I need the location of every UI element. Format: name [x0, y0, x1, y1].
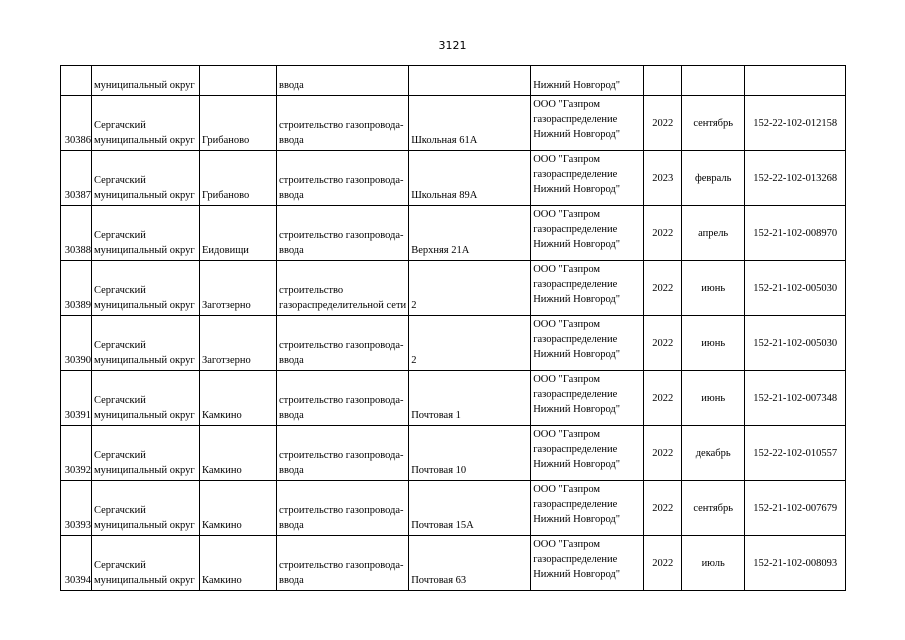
address: [409, 536, 531, 591]
cell-code: 152-22-102-013268: [753, 172, 838, 184]
municipal-district: [92, 481, 200, 536]
cell-okrug-1: Сергачский: [94, 230, 146, 241]
owner: [531, 206, 644, 261]
settlement: [200, 151, 277, 206]
cell-num: 30393: [64, 520, 91, 531]
municipal-district: [92, 371, 200, 426]
cell-month: сентябрь: [693, 117, 734, 129]
address: [409, 66, 531, 96]
permit-code: [745, 536, 846, 591]
cell-month: апрель: [698, 227, 729, 239]
cell-work-1: строительство газопровода-: [279, 505, 404, 516]
cell-work-2: ввода: [279, 190, 304, 201]
cell-settlement: Еидовищи: [202, 245, 249, 256]
row-number: [61, 426, 92, 481]
owner: [531, 481, 644, 536]
cell-owner-3: Нижний Новгород": [533, 349, 621, 360]
cell-settlement: Грибаново: [202, 135, 250, 146]
owner: [531, 316, 644, 371]
cell-owner-2: газораспределение: [533, 224, 618, 235]
cell-address: Почтовая 10: [411, 465, 467, 476]
table-row: [61, 151, 846, 206]
gas-registry-table: [60, 65, 846, 591]
cell-year: 2022: [652, 117, 674, 129]
owner: Нижний Новгород": [531, 66, 644, 96]
cell-owner-2: газораспределение: [533, 334, 618, 345]
cell-okrug-1: Сергачский: [94, 560, 146, 571]
cell-code: 152-21-102-007348: [753, 392, 838, 404]
cell-address: Верхняя 21А: [411, 245, 470, 256]
row-number: [61, 536, 92, 591]
cell-settlement: Камкино: [202, 465, 242, 476]
cell-code: 152-21-102-005030: [753, 337, 838, 349]
cell-work-1: строительство газопровода-: [279, 120, 404, 131]
owner: [531, 426, 644, 481]
year: [644, 481, 682, 536]
year: [644, 206, 682, 261]
cell-address: 2: [411, 355, 417, 366]
table-row: [61, 426, 846, 481]
year: [644, 151, 682, 206]
address: [409, 206, 531, 261]
address: [409, 426, 531, 481]
settlement: [200, 426, 277, 481]
settlement: [200, 206, 277, 261]
cell-address: Почтовая 1: [411, 410, 461, 421]
page-number: 3121: [438, 39, 467, 52]
cell-work-1: строительство: [279, 285, 344, 296]
cell-okrug-2: муниципальный округ: [94, 245, 195, 256]
cell-okrug-2: муниципальный округ: [94, 135, 195, 146]
settlement: [200, 96, 277, 151]
row-number: [61, 481, 92, 536]
row-number: [61, 206, 92, 261]
month: [682, 151, 745, 206]
municipal-district: [92, 261, 200, 316]
month: [682, 536, 745, 591]
month: [682, 481, 745, 536]
year: [644, 371, 682, 426]
year: [644, 261, 682, 316]
municipal-district: [92, 96, 200, 151]
cell-month: июнь: [701, 282, 726, 294]
cell-owner-2: газораспределение: [533, 279, 618, 290]
cell-work-2: ввода: [279, 410, 304, 421]
work-type: [277, 316, 409, 371]
year: [644, 316, 682, 371]
settlement: [200, 481, 277, 536]
cell-month: декабрь: [695, 447, 731, 459]
cell-num: 30389: [64, 300, 91, 311]
month: [682, 316, 745, 371]
municipal-district: [92, 151, 200, 206]
address: [409, 151, 531, 206]
cell-owner-2: газораспределение: [533, 554, 618, 565]
cell-work-1: строительство газопровода-: [279, 450, 404, 461]
cell-okrug-1: Сергачский: [94, 450, 146, 461]
month: [682, 426, 745, 481]
year: [644, 66, 682, 96]
cell-settlement: Заготзерно: [202, 355, 251, 366]
cell-code: 152-22-102-010557: [753, 447, 838, 459]
cell-okrug-2: муниципальный округ: [94, 300, 195, 311]
cell-owner-1: ООО "Газпром: [533, 429, 601, 440]
cell-month: июль: [701, 557, 725, 569]
permit-code: [745, 316, 846, 371]
month: [682, 206, 745, 261]
cell-work-2: газораспределительной сети: [279, 300, 407, 311]
cell-work-1: строительство газопровода-: [279, 560, 404, 571]
cell-owner-3: Нижний Новгород": [533, 459, 621, 470]
cell-okrug-2: муниципальный округ: [94, 575, 195, 586]
cell-month: июнь: [701, 337, 726, 349]
work-type: [277, 371, 409, 426]
continuation-row: [61, 66, 846, 96]
cell-work-2: ввода: [279, 355, 304, 366]
cell-settlement: Камкино: [202, 410, 242, 421]
permit-code: [745, 371, 846, 426]
work-type: [277, 96, 409, 151]
month: [682, 371, 745, 426]
work-type: [277, 536, 409, 591]
cell-num: 30386: [64, 135, 91, 146]
cell-work-2: ввода: [279, 520, 304, 531]
owner: [531, 151, 644, 206]
cell-year: 2023: [652, 172, 674, 184]
year: [644, 96, 682, 151]
cell-address: Школьная 61А: [411, 135, 478, 146]
cell-code: 152-21-102-007679: [753, 502, 838, 514]
permit-code: [745, 206, 846, 261]
cell-code: 152-21-102-005030: [753, 282, 838, 294]
cell-owner-1: ООО "Газпром: [533, 264, 601, 275]
address: [409, 96, 531, 151]
cell-owner-3: Нижний Новгород": [533, 294, 621, 305]
cell-num: 30390: [64, 355, 91, 366]
cell-settlement: Грибаново: [202, 190, 250, 201]
row-number: [61, 316, 92, 371]
cell-num: 30394: [64, 575, 91, 586]
address: [409, 481, 531, 536]
cell-address: Почтовая 63: [411, 575, 467, 586]
settlement: [200, 66, 277, 96]
row-number: [61, 151, 92, 206]
cell-work-2: ввода: [279, 575, 304, 586]
cell-settlement: Камкино: [202, 575, 242, 586]
cell-address: Почтовая 15А: [411, 520, 474, 531]
cell-year: 2022: [652, 557, 674, 569]
cell-okrug-1: Сергачский: [94, 505, 146, 516]
cell-num: 30387: [64, 190, 91, 201]
owner: [531, 96, 644, 151]
owner: [531, 536, 644, 591]
cell-owner-2: газораспределение: [533, 169, 618, 180]
cell-owner-1: ООО "Газпром: [533, 319, 601, 330]
cell-okrug-2: муниципальный округ: [94, 410, 195, 421]
work-type: [277, 426, 409, 481]
permit-code: [745, 96, 846, 151]
cell-settlement: Заготзерно: [202, 300, 251, 311]
table-row: [61, 261, 846, 316]
cell-owner-3: Нижний Новгород": [533, 239, 621, 250]
cell-year: 2022: [652, 227, 674, 239]
table-row: [61, 481, 846, 536]
table-row: [61, 371, 846, 426]
cell-year: 2022: [652, 502, 674, 514]
row-number: [61, 96, 92, 151]
permit-code: [745, 426, 846, 481]
municipal-district: [92, 206, 200, 261]
cell-owner-1: ООО "Газпром: [533, 154, 601, 165]
year: [644, 426, 682, 481]
cell-settlement: Камкино: [202, 520, 242, 531]
cell-okrug-1: Сергачский: [94, 175, 146, 186]
cell-code: 152-21-102-008093: [753, 557, 838, 569]
month: [682, 66, 745, 96]
row-number: [61, 261, 92, 316]
address: [409, 371, 531, 426]
cell-year: 2022: [652, 447, 674, 459]
cell-work-2: ввода: [279, 465, 304, 476]
cell-month: июнь: [701, 392, 726, 404]
settlement: [200, 536, 277, 591]
settlement: [200, 371, 277, 426]
permit-code: [745, 261, 846, 316]
work-type: [277, 481, 409, 536]
cell-owner-2: газораспределение: [533, 499, 618, 510]
cell-owner-2: газораспределение: [533, 444, 618, 455]
cell-owner-1: ООО "Газпром: [533, 209, 601, 220]
table-row: [61, 96, 846, 151]
work-type: [277, 261, 409, 316]
cell-owner-1: ООО "Газпром: [533, 374, 601, 385]
cell-num: 30392: [64, 465, 91, 476]
municipal-district: [92, 316, 200, 371]
cell-okrug-1: Сергачский: [94, 285, 146, 296]
cell-month: сентябрь: [693, 502, 734, 514]
settlement: [200, 316, 277, 371]
cell-address: Школьная 89А: [411, 190, 478, 201]
cell-okrug-1: Сергачский: [94, 340, 146, 351]
cell-num: 30388: [64, 245, 91, 256]
cell-okrug-2: муниципальный округ: [94, 465, 195, 476]
cell-work-1: строительство газопровода-: [279, 230, 404, 241]
cell-owner-1: ООО "Газпром: [533, 539, 601, 550]
address: [409, 261, 531, 316]
work-type: [277, 151, 409, 206]
cell-okrug-1: Сергачский: [94, 395, 146, 406]
cell-work-1: строительство газопровода-: [279, 340, 404, 351]
municipal-district: [92, 426, 200, 481]
work-type: ввода: [277, 66, 409, 96]
cell-year: 2022: [652, 337, 674, 349]
cell-work-2: ввода: [279, 245, 304, 256]
cell-owner-1: ООО "Газпром: [533, 99, 601, 110]
municipal-district: муниципальный округ: [92, 66, 200, 96]
permit-code: [745, 151, 846, 206]
cell-okrug-2: муниципальный округ: [94, 520, 195, 531]
permit-code: [745, 481, 846, 536]
cell-owner-3: Нижний Новгород": [533, 514, 621, 525]
table-row: [61, 206, 846, 261]
year: [644, 536, 682, 591]
table-row: [61, 316, 846, 371]
cell-code: 152-22-102-012158: [753, 117, 838, 129]
row-number: [61, 371, 92, 426]
cell-code: 152-21-102-008970: [753, 227, 838, 239]
cell-year: 2022: [652, 392, 674, 404]
permit-code: [745, 66, 846, 96]
cell-owner-2: газораспределение: [533, 389, 618, 400]
cell-address: 2: [411, 300, 417, 311]
owner: [531, 371, 644, 426]
cell-owner-2: газораспределение: [533, 114, 618, 125]
settlement: [200, 261, 277, 316]
cell-work-1: строительство газопровода-: [279, 175, 404, 186]
cell-work-1: строительство газопровода-: [279, 395, 404, 406]
cell-okrug-2: муниципальный округ: [94, 190, 195, 201]
cell-owner-3: Нижний Новгород": [533, 569, 621, 580]
month: [682, 96, 745, 151]
cell-month: февраль: [694, 172, 732, 184]
cell-okrug-2: муниципальный округ: [94, 355, 195, 366]
municipal-district: [92, 536, 200, 591]
cell-owner-3: Нижний Новгород": [533, 404, 621, 415]
address: [409, 316, 531, 371]
owner: [531, 261, 644, 316]
cell-owner-3: Нижний Новгород": [533, 129, 621, 140]
month: [682, 261, 745, 316]
row-number: [61, 66, 92, 96]
table-row: [61, 536, 846, 591]
cell-num: 30391: [64, 410, 91, 421]
work-type: [277, 206, 409, 261]
cell-year: 2022: [652, 282, 674, 294]
cell-owner-3: Нижний Новгород": [533, 184, 621, 195]
cell-owner-1: ООО "Газпром: [533, 484, 601, 495]
cell-work-2: ввода: [279, 135, 304, 146]
cell-okrug-1: Сергачский: [94, 120, 146, 131]
